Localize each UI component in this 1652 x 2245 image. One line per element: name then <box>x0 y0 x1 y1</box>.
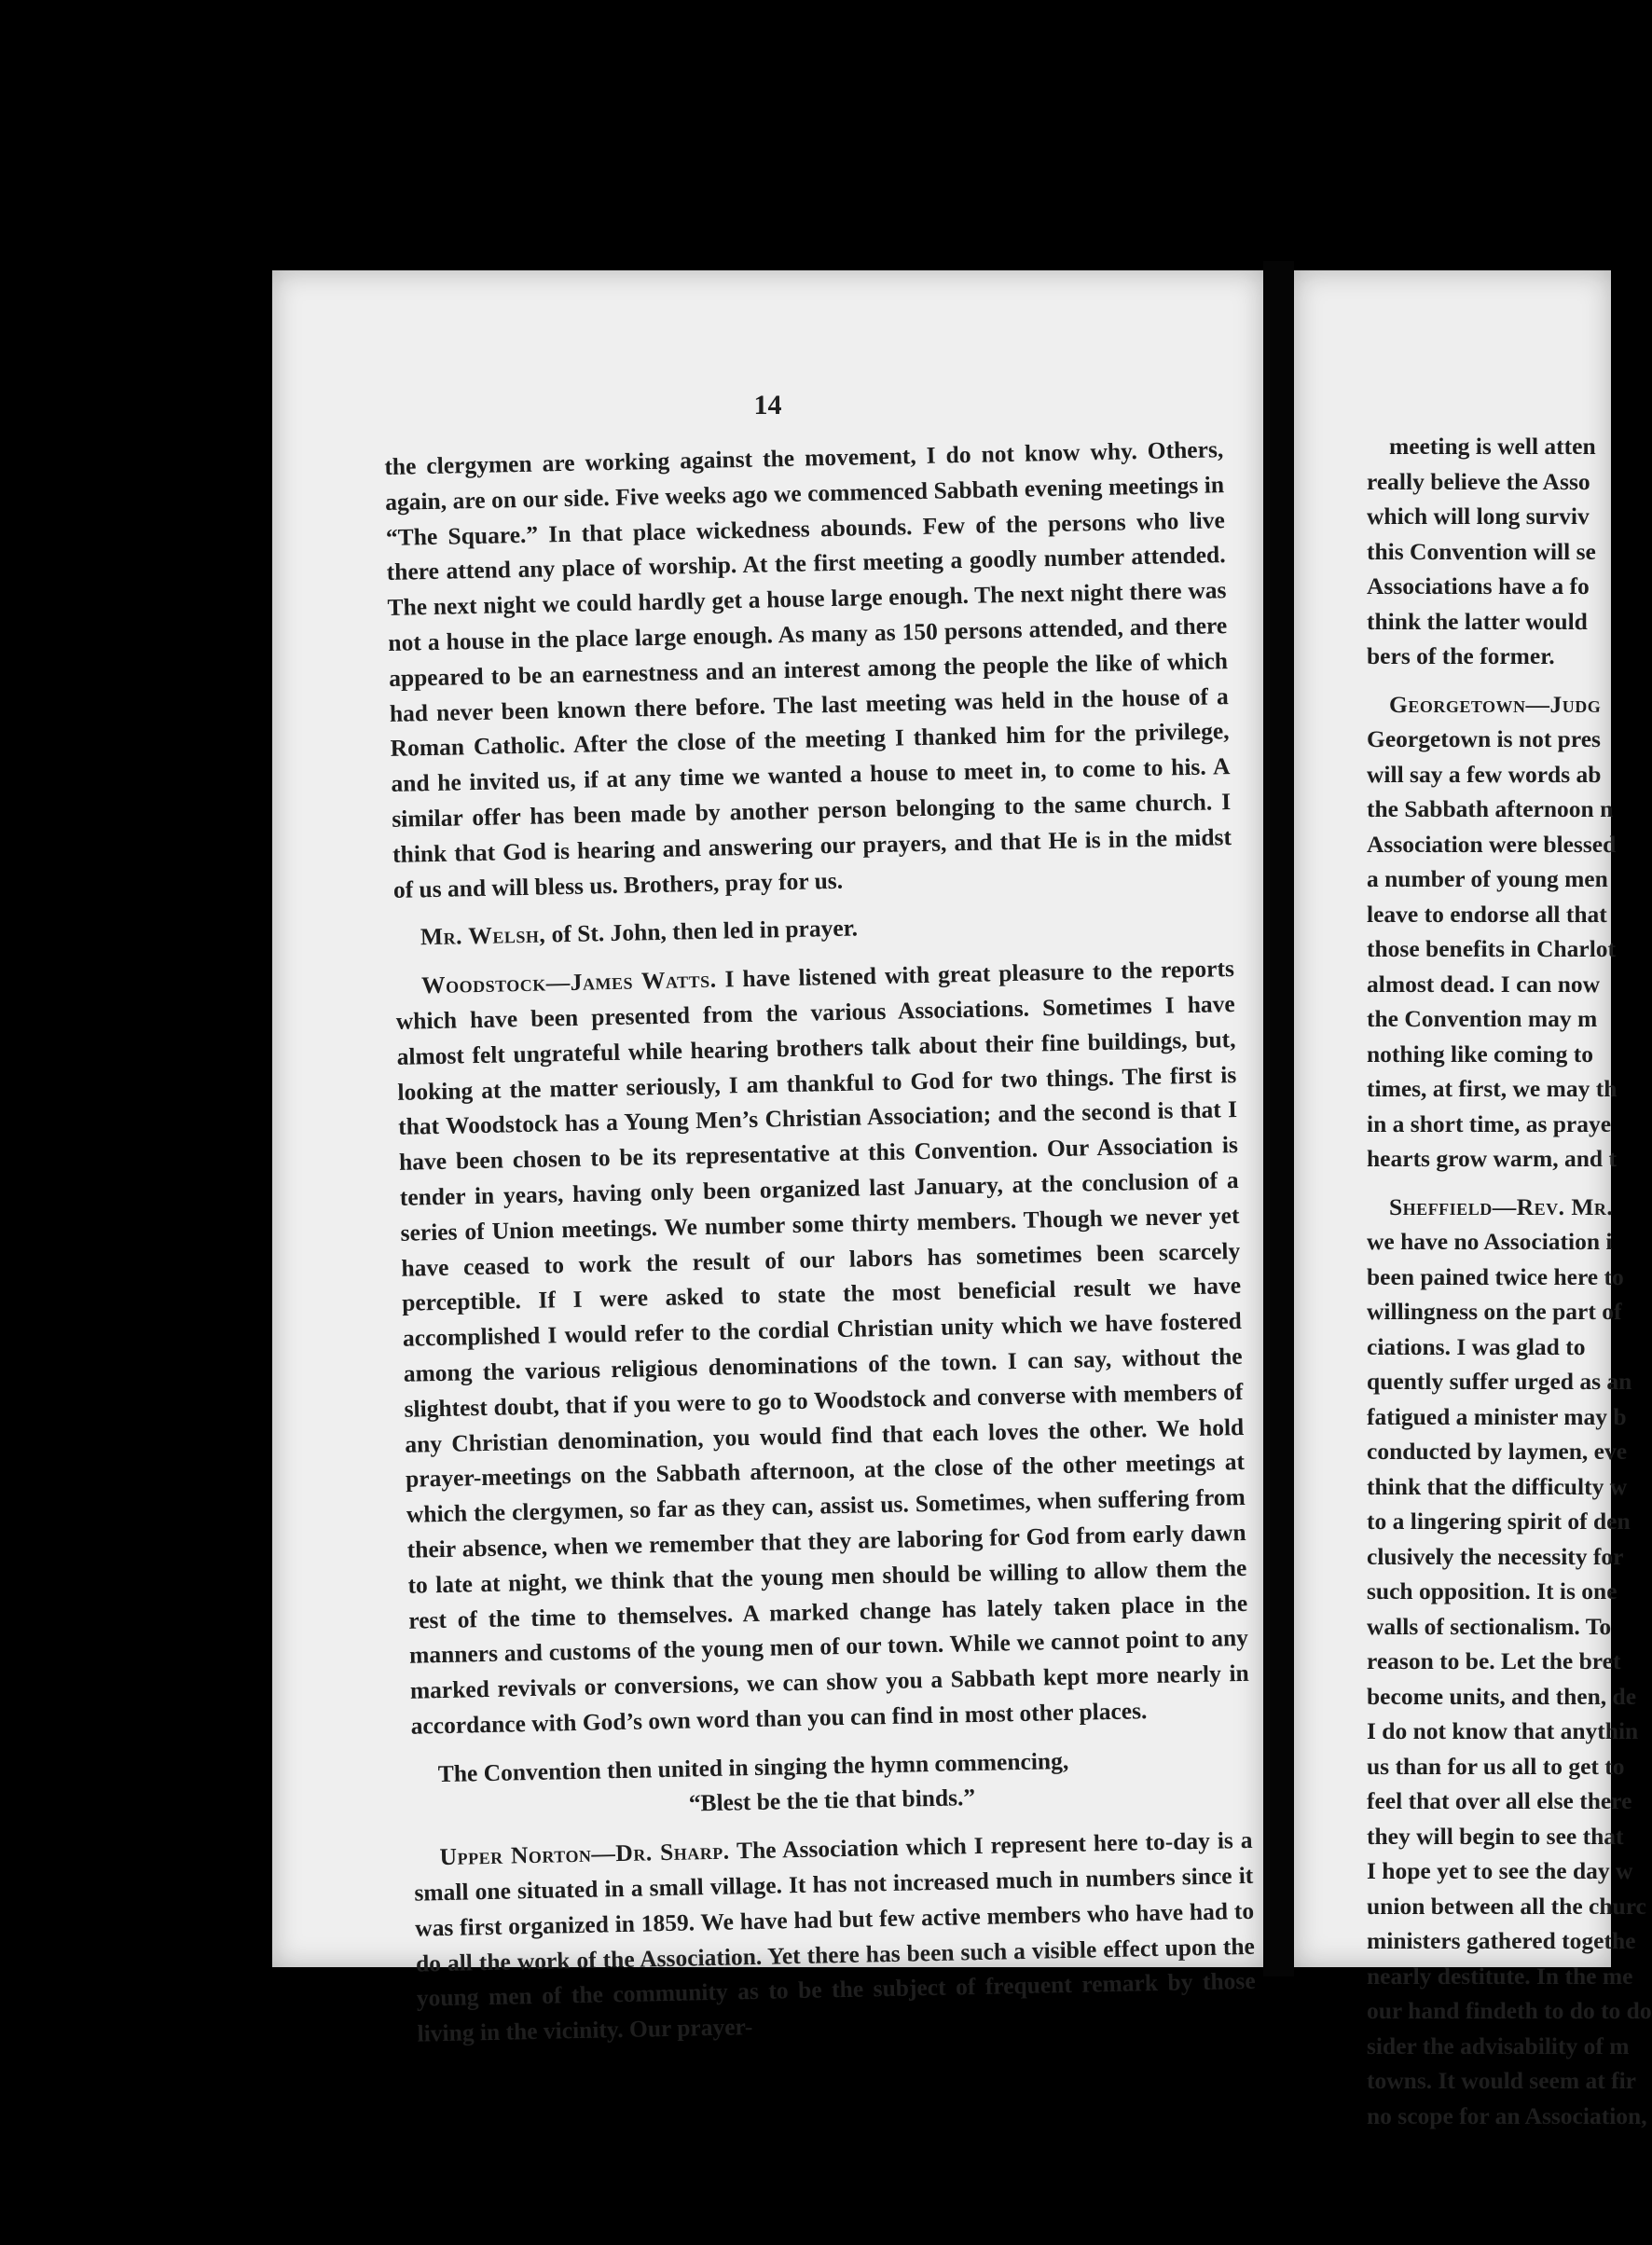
right-page-line: to a lingering spirit of den <box>1367 1508 1631 1535</box>
right-page-line: Association were blessed <box>1367 830 1617 858</box>
right-page-line: willingness on the part of <box>1367 1298 1622 1325</box>
right-page-line: feel that over all else there <box>1367 1787 1632 1814</box>
paragraph-woodstock-text: I have listened with great pleasure to the reports which have been presented from the various Associations. Sometimes I have almost felt ungrateful while hearing brothers talk about their fine buildings, but, looking at the matter seriously, I am thankful to God for two things. The first is that Woodstock has a Young Men’s Christian Association; and the second is that I have been chosen to be its representative at this Convention. Our Association is tender in years, having only been organized last January, at the conclusion of a series of Union meetings. We number some thirty members. Though we never yet have ceased to work the result of our labors has sometimes been scarcely perceptible. If I were asked to state the most beneficial result we have accomplished I would refer to the cordial Christian unity which we have fostered among the various religious denominations of the town. I can say, without the slightest doubt, that if you were to go to Woodstock and converse with members of any Christian denomination, you would find that each loves the other. We hold prayer-meetings on the Sabbath afternoon, at the close of the other meetings at which the clergymen, so far as they can, assist us. Sometimes, when suffering from their absence, when we remember that they are laboring for God from early dawn to late at night, we think that the young men should be willing to allow them the rest of the time to themselves. A marked change has lately taken place in the manners and customs of the young men of our town. While we cannot point to any marked revivals or conversions, we can show you a Sabbath kept more nearly in accordance with God’s own word than you can find in most other places. <box>395 955 1249 1740</box>
paragraph-the-square: the clergymen are working against the movement, I do not know why. Others, again, are on our side. Five weeks ago we commenced Sabbath evening meetings in “The Square.” In that place wickedness abounds. Few of the persons who live there attend any place of worship. At the first meeting a goodly number attended. The next night we could hardly get a house large enough. The next night there was not a house in the place large enough. As many as 150 persons attended, and there appeared to be an earnestness and an interest among the people the like of which had never been known there before. The last meeting was held in the house of a Roman Catholic. After the close of the meeting I thanked him for the privilege, and he invited us, if at any time we wanted a house to meet in, to come to his. A similar offer has been made by another person belonging to the same church. I think that God is hearing and answering our prayers, and that He is in the midst of us and will bless us. Brothers, pray for us. <box>384 435 1232 903</box>
right-page-line: ciations. I was glad to <box>1367 1332 1586 1360</box>
paragraph-welsh-prayer <box>394 902 1234 956</box>
right-page-line: reason to be. Let the bret <box>1367 1647 1621 1674</box>
right-page-line: Associations have a fo <box>1367 572 1590 599</box>
right-page-line: quently suffer urged as an <box>1367 1368 1632 1395</box>
right-page-line: towns. It would seem at fir <box>1367 2067 1636 2094</box>
right-page-line: conducted by laymen, eve <box>1367 1438 1628 1465</box>
left-page-body <box>384 432 1257 2052</box>
right-page-line: meeting is well atten <box>1389 433 1596 460</box>
speaker-woodstock: Woodstock—James Watts. <box>420 965 717 999</box>
right-page-line: nothing like coming to <box>1367 1040 1593 1067</box>
right-page-line: the Convention may m <box>1367 1005 1598 1032</box>
right-page-line: no scope for an Association, <box>1367 2101 1647 2129</box>
right-page-line: they will begin to see that <box>1367 1822 1624 1850</box>
paragraph-upper-norton <box>413 1823 1257 2052</box>
right-page-line: really believe the Asso <box>1367 467 1590 495</box>
right-page-line: our hand findeth to do to do <box>1367 1997 1652 2024</box>
right-page-line: us than for us all to get to <box>1367 1752 1625 1780</box>
right-page-line: will say a few words ab <box>1367 760 1602 788</box>
right-page-line: such opposition. It is one <box>1367 1577 1618 1605</box>
right-page-line: in a short time, as praye <box>1367 1109 1612 1137</box>
right-page-line: times, at first, we may th <box>1367 1075 1618 1102</box>
right-page-line: nearly destitute. In the me <box>1367 1962 1633 1990</box>
right-page-line: bers of the former. <box>1367 642 1555 669</box>
right-page-body <box>1367 429 1652 2133</box>
hymn-title: “Blest be the tie that binds.” <box>688 1784 976 1817</box>
right-page-line: Georgetown—Judg <box>1389 690 1602 718</box>
right-page-line: union between all the churc <box>1367 1892 1646 1920</box>
right-page-line: hearts grow warm, and t <box>1367 1145 1617 1172</box>
book-gutter <box>1263 261 1294 1976</box>
page-number: 14 <box>753 390 782 420</box>
right-page-line: been pained twice here to <box>1367 1262 1624 1290</box>
right-page-line: the Sabbath afternoon n <box>1367 795 1614 822</box>
right-page-line: sider the advisability of m <box>1367 2032 1630 2059</box>
right-page <box>1294 270 1652 2129</box>
right-page-line: I hope yet to see the day w <box>1367 1857 1633 1884</box>
speaker-upper-norton: Upper Norton—Dr. Sharp. <box>439 1837 730 1871</box>
right-page-line: we have no Association i <box>1367 1228 1613 1255</box>
right-page-line: walls of sectionalism. To <box>1367 1612 1612 1640</box>
right-page-line: think that the difficulty w <box>1367 1472 1628 1500</box>
right-page-line: this Convention will se <box>1367 537 1596 565</box>
right-page-line: a number of young men <box>1367 865 1608 892</box>
right-page-line: ministers gathered togethe <box>1367 1927 1636 1954</box>
right-page-line: clusively the necessity for <box>1367 1542 1624 1570</box>
right-page-line: I do not know that anythin <box>1367 1717 1639 1744</box>
paragraph-upper-norton-text: The Association which I represent here to-day is a small one situated in a small village. It has not increased much in numbers since it was first organized in 1859. We have had but few active members who have had to do all the work of the Association. Yet there has been such a visible effect upon the young men of the community as to be the subject of frequent remark by those living in the vicinity. Our prayer- <box>414 1826 1256 2047</box>
left-page <box>272 270 1263 2047</box>
paragraph-welsh-text: of St. John, then led in prayer. <box>544 914 859 948</box>
right-page-line: become units, and then, de <box>1367 1682 1637 1710</box>
paragraph-woodstock <box>395 951 1250 1743</box>
right-page-line: fatigued a minister may b <box>1367 1402 1627 1430</box>
right-page-line: Sheffield—Rev. Mr. <box>1389 1192 1614 1220</box>
right-page-line: think the latter would <box>1367 607 1588 635</box>
right-page-line: leave to endorse all that <box>1367 900 1607 928</box>
paragraph-hymn-intro: The Convention then united in singing the hymn commencing, <box>437 1746 1069 1787</box>
speaker-welsh: Mr. Welsh, <box>420 920 546 951</box>
right-page-line: Georgetown is not pres <box>1367 725 1601 752</box>
right-page-line: which will long surviv <box>1367 503 1590 530</box>
right-page-line: almost dead. I can now <box>1367 970 1601 998</box>
right-page-line: those benefits in Charlot <box>1367 935 1617 962</box>
